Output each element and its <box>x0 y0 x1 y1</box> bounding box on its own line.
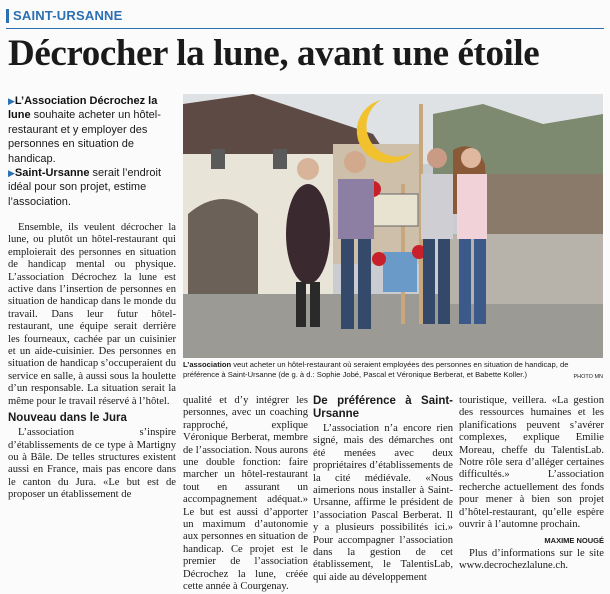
col4-paragraph-1: touristique, veillera. «La gestion des ressources humaines et les planifications peuvent s’avérer complexes, explique Emilie Moreau, cheffe du TalentisLab. Notre rôle sera d’alléger certaines difficultés.» L’association recherche actuellement des fonds pour mener à bien son projet d’hôtel-restaurant, qu’elle espère ouvrir à l’automne prochain. <box>459 395 604 531</box>
photo-illustration <box>183 94 603 358</box>
lead-bold-2: Saint-Ursanne <box>14 167 90 180</box>
article-column-2 <box>183 395 308 594</box>
more-info-link[interactable]: Plus d’informations sur le site www.decrochezlalune.ch. <box>459 547 604 572</box>
lead-item-2 <box>8 166 176 209</box>
col2-paragraph-1: qualité et d’y intégrer les personnes, avec un coaching rapproché, explique Véronique Berberat, membre de l’association. Nous aurons une double fonction: faire marcher un hôtel-restaurant tout en assurant un accompagnement adéquat.» Le but est aussi d’apporter un maximum d’autonomie aux personnes en situation de handicap. Ce projet est le premier de l’association Décrochez la lune, créée cette année à Courgenay. <box>183 395 308 593</box>
article-column-1 <box>8 222 176 502</box>
article-photo <box>183 94 603 358</box>
col1-paragraph-2: L’association s’inspire d’établissements de ce type à Martigny ou à Bâle. De telles structures existent aussi en France, mais pas encore dans le canton du Jura. «Le but est de proposer un établissement de <box>8 427 176 501</box>
subheading-saint-ursanne: De préférence à Saint-Ursanne <box>313 395 453 420</box>
triangle-bullet-icon: ▶ <box>8 96 15 106</box>
photo-credit: PHOTO MN <box>573 374 603 380</box>
rubric-label: SAINT-URSANNE <box>13 8 123 23</box>
rubric-bar <box>6 9 9 23</box>
section-rubric <box>6 6 123 25</box>
rubric-divider <box>6 28 604 29</box>
photo-caption <box>183 360 603 382</box>
lead-bold-1: L’Association Décrochez la lune <box>8 95 158 122</box>
lead-item-1 <box>8 94 176 166</box>
caption-bold: L’association <box>183 360 232 369</box>
article-column-3 <box>313 395 453 584</box>
col3-paragraph-1: L’association n’a encore rien signé, mais des démarches ont été menées avec deux propriétaires d’établissements de la cité médiévale. «Nous aimerions nous installer à Saint-Ursanne, affirme le président de l’association Pascal Berberat. Il y a plusieurs possibilités ici.» Pour accompagner l’association dans la gestion de cet établissement, le TalentisLab, qui aide au développement <box>313 423 453 583</box>
caption-text: veut acheter un hôtel-restaurant où seraient employées des personnes en situation de handicap, de préférence à Saint-Ursanne (de g. à d.: Sophie Jobé, Pascal et Véronique Berberat, et Babette Koller.) <box>183 360 569 379</box>
triangle-bullet-icon: ▶ <box>8 168 15 179</box>
article-column-4 <box>459 395 604 573</box>
lead-text-1: souhaite acheter un hôtel-restaurant et y employer des personnes en situation de handicap. <box>8 109 161 165</box>
col1-paragraph-1: Ensemble, ils veulent décrocher la lune, ou plutôt un hôtel-restaurant qui emploierait des personnes en situation de handicap mental ou physique. L’association Décrochez la lune est active dans l’insertion de personnes en situation de handicap dans le monde du travail. Dans leur futur hôtel-restaurant, une équipe serait derrière les fourneaux, cachée par un cuisinier et un aide-cuisinier. Des personnes en situation de handicap s’occuperaient du service en salle, à aussi sous la houlette d’un responsable. La situation serait la même pour le travail réservé à l’hôtel. <box>8 222 176 407</box>
subheading-jura: Nouveau dans le Jura <box>8 412 127 425</box>
lead-text-2: serait l’endroit idéal pour son projet, estime l’association. <box>8 167 162 208</box>
headline: Décrocher la lune, avant une étoile <box>8 33 540 74</box>
author-byline: MAXIME NOUGÉ <box>544 536 604 546</box>
lead-paragraph <box>8 94 176 209</box>
